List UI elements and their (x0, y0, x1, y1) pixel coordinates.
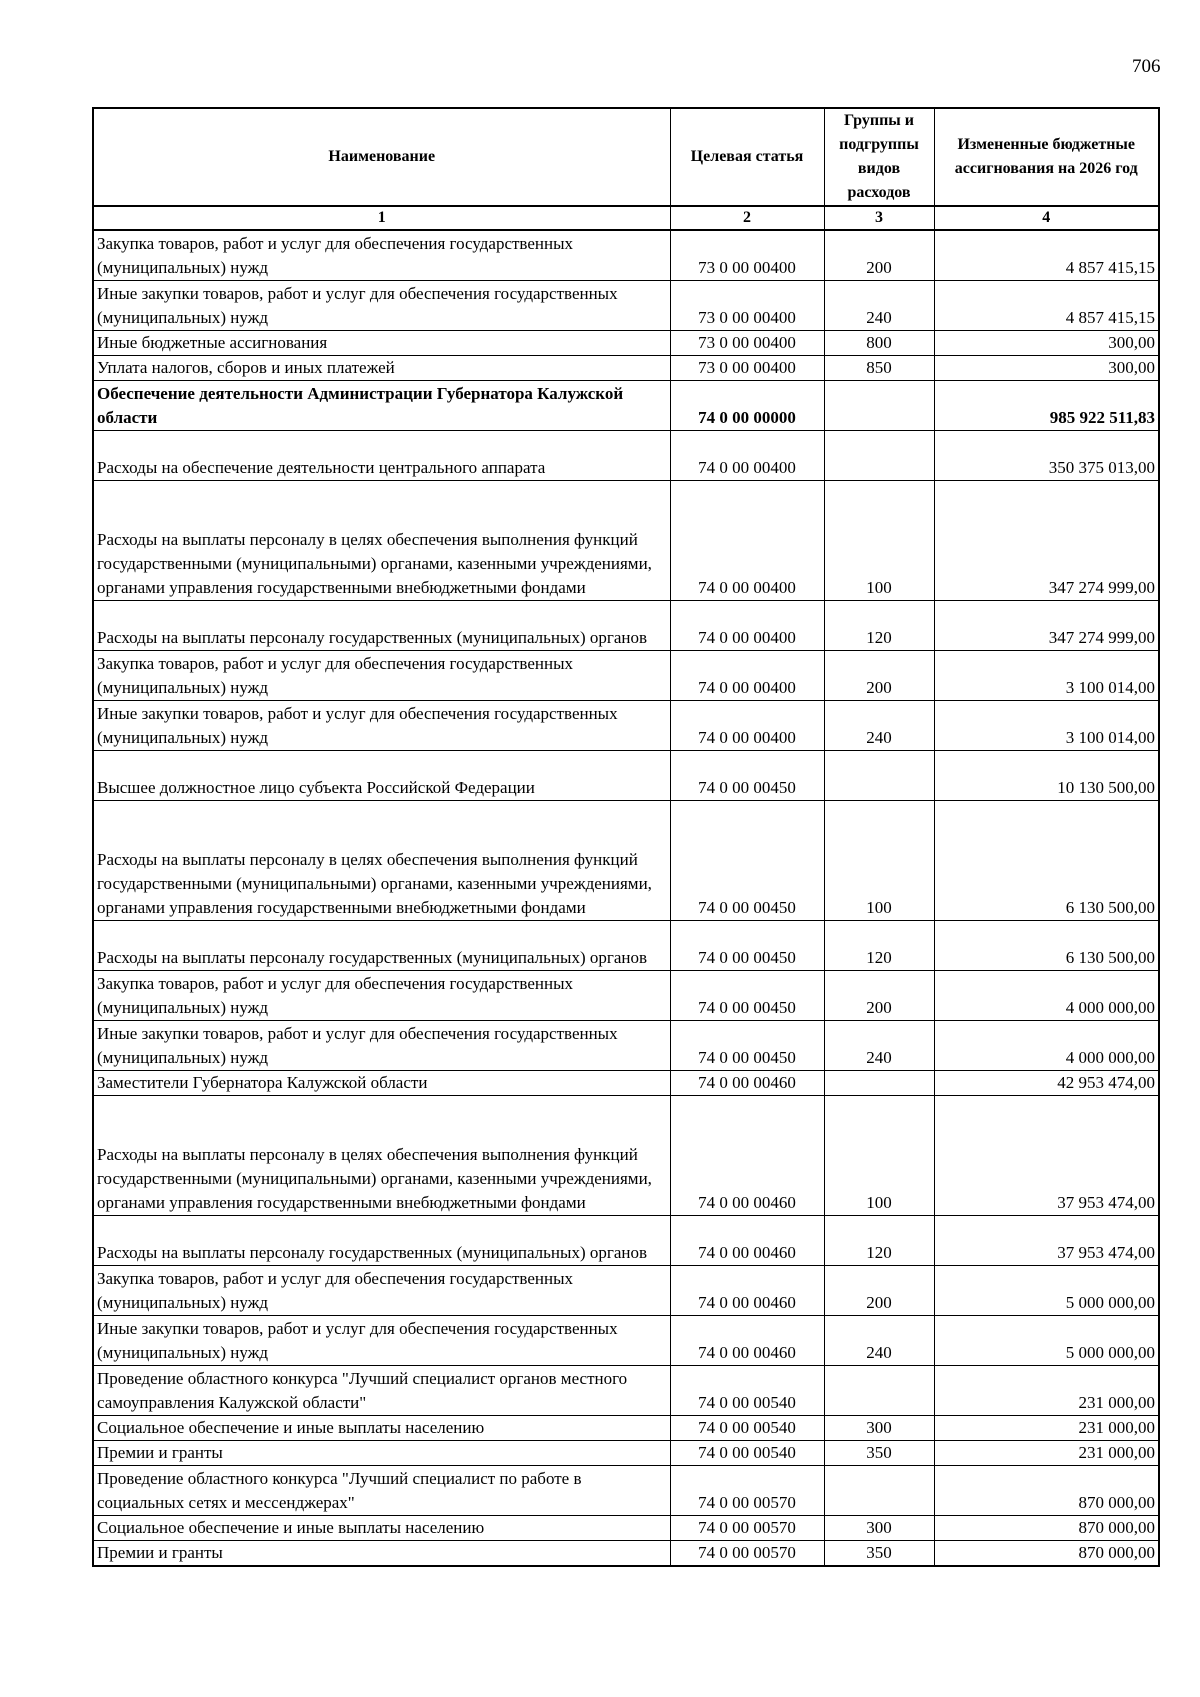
cell-sum: 6 130 500,00 (934, 800, 1159, 920)
cell-group: 350 (824, 1540, 934, 1566)
cell-group (824, 1465, 934, 1515)
cell-name: Закупка товаров, работ и услуг для обеспечения государственных (муниципальных) нужд (93, 1265, 670, 1315)
table-row (93, 600, 1159, 650)
cell-name: Иные закупки товаров, работ и услуг для обеспечения государственных (муниципальных) нужд (93, 280, 670, 330)
cell-group: 800 (824, 330, 934, 355)
cell-sum: 4 857 415,15 (934, 280, 1159, 330)
table-row (93, 330, 1159, 355)
header-group: Группы и подгруппы видов расходов (824, 108, 934, 206)
cell-group: 100 (824, 1095, 934, 1215)
cell-group: 100 (824, 480, 934, 600)
table-row (93, 1365, 1159, 1415)
cell-name: Обеспечение деятельности Администрации Губернатора Калужской области (93, 380, 670, 430)
table-row (93, 700, 1159, 750)
cell-name: Расходы на выплаты персоналу государственных (муниципальных) органов (93, 920, 670, 970)
cell-group: 200 (824, 1265, 934, 1315)
table-row (93, 800, 1159, 920)
cell-name: Расходы на выплаты персоналу в целях обеспечения выполнения функций государственными (муниципальными) органами, казенными учреждениями, органами управления государственными внебюджетными фондами (93, 1095, 670, 1215)
cell-sum: 985 922 511,83 (934, 380, 1159, 430)
cell-name: Иные закупки товаров, работ и услуг для обеспечения государственных (муниципальных) нужд (93, 700, 670, 750)
cell-name: Иные закупки товаров, работ и услуг для обеспечения государственных (муниципальных) нужд (93, 1020, 670, 1070)
cell-group: 200 (824, 230, 934, 280)
cell-code: 74 0 00 00540 (670, 1365, 824, 1415)
cell-sum: 4 857 415,15 (934, 230, 1159, 280)
cell-group: 240 (824, 280, 934, 330)
cell-code: 74 0 00 00400 (670, 480, 824, 600)
cell-code: 74 0 00 00400 (670, 700, 824, 750)
cell-group (824, 380, 934, 430)
cell-name: Иные закупки товаров, работ и услуг для обеспечения государственных (муниципальных) нужд (93, 1315, 670, 1365)
cell-group: 240 (824, 1315, 934, 1365)
table-row (93, 650, 1159, 700)
cell-code: 73 0 00 00400 (670, 355, 824, 380)
cell-group: 240 (824, 1020, 934, 1070)
cell-code: 74 0 00 00400 (670, 650, 824, 700)
cell-code: 74 0 00 00400 (670, 600, 824, 650)
cell-group (824, 750, 934, 800)
cell-code: 74 0 00 00460 (670, 1265, 824, 1315)
cell-name: Высшее должностное лицо субъекта Российской Федерации (93, 750, 670, 800)
table-row (93, 230, 1159, 280)
cell-code: 74 0 00 00570 (670, 1515, 824, 1540)
cell-group: 350 (824, 1440, 934, 1465)
cell-sum: 870 000,00 (934, 1515, 1159, 1540)
column-number: 1 (93, 206, 670, 230)
cell-name: Социальное обеспечение и иные выплаты населению (93, 1515, 670, 1540)
cell-group (824, 1365, 934, 1415)
cell-sum: 231 000,00 (934, 1440, 1159, 1465)
cell-name: Иные бюджетные ассигнования (93, 330, 670, 355)
cell-sum: 870 000,00 (934, 1540, 1159, 1566)
cell-name: Социальное обеспечение и иные выплаты населению (93, 1415, 670, 1440)
cell-group: 850 (824, 355, 934, 380)
table-row (93, 1265, 1159, 1315)
table-body (93, 230, 1159, 1566)
table-row (93, 1440, 1159, 1465)
page-number: 706 (1132, 56, 1161, 77)
cell-code: 74 0 00 00540 (670, 1415, 824, 1440)
cell-group: 200 (824, 650, 934, 700)
table-row (93, 355, 1159, 380)
cell-name: Закупка товаров, работ и услуг для обеспечения государственных (муниципальных) нужд (93, 650, 670, 700)
table-row (93, 380, 1159, 430)
cell-sum: 231 000,00 (934, 1365, 1159, 1415)
column-number: 2 (670, 206, 824, 230)
table-row (93, 1070, 1159, 1095)
cell-code: 73 0 00 00400 (670, 280, 824, 330)
table-row (93, 1315, 1159, 1365)
cell-name: Заместители Губернатора Калужской области (93, 1070, 670, 1095)
budget-table (92, 107, 1160, 1567)
cell-group (824, 430, 934, 480)
cell-name: Премии и гранты (93, 1540, 670, 1566)
cell-code: 74 0 00 00450 (670, 920, 824, 970)
cell-sum: 4 000 000,00 (934, 1020, 1159, 1070)
cell-name: Расходы на выплаты персоналу в целях обеспечения выполнения функций государственными (муниципальными) органами, казенными учреждениями, органами управления государственными внебюджетными фондами (93, 480, 670, 600)
cell-group: 120 (824, 920, 934, 970)
cell-sum: 42 953 474,00 (934, 1070, 1159, 1095)
cell-sum: 6 130 500,00 (934, 920, 1159, 970)
cell-code: 74 0 00 00460 (670, 1095, 824, 1215)
table-row (93, 920, 1159, 970)
cell-group: 100 (824, 800, 934, 920)
cell-name: Уплата налогов, сборов и иных платежей (93, 355, 670, 380)
column-number: 4 (934, 206, 1159, 230)
table-row (93, 430, 1159, 480)
cell-name: Расходы на выплаты персоналу в целях обеспечения выполнения функций государственными (муниципальными) органами, казенными учреждениями, органами управления государственными внебюджетными фондами (93, 800, 670, 920)
header-code: Целевая статья (670, 108, 824, 206)
cell-name: Премии и гранты (93, 1440, 670, 1465)
cell-group: 300 (824, 1515, 934, 1540)
header-sum: Измененные бюджетные ассигнования на 2026 год (934, 108, 1159, 206)
cell-code: 73 0 00 00400 (670, 330, 824, 355)
cell-code: 74 0 00 00570 (670, 1465, 824, 1515)
cell-group: 240 (824, 700, 934, 750)
cell-group: 300 (824, 1415, 934, 1440)
cell-sum: 5 000 000,00 (934, 1265, 1159, 1315)
cell-code: 74 0 00 00400 (670, 430, 824, 480)
cell-code: 74 0 00 00540 (670, 1440, 824, 1465)
cell-sum: 300,00 (934, 330, 1159, 355)
cell-code: 74 0 00 00450 (670, 750, 824, 800)
table-row (93, 1215, 1159, 1265)
cell-sum: 347 274 999,00 (934, 600, 1159, 650)
table-row (93, 970, 1159, 1020)
column-number: 3 (824, 206, 934, 230)
table-row (93, 280, 1159, 330)
cell-code: 74 0 00 00000 (670, 380, 824, 430)
cell-code: 74 0 00 00570 (670, 1540, 824, 1566)
cell-name: Расходы на выплаты персоналу государственных (муниципальных) органов (93, 1215, 670, 1265)
cell-group: 120 (824, 600, 934, 650)
table-row (93, 1465, 1159, 1515)
header-name: Наименование (93, 108, 670, 206)
cell-sum: 37 953 474,00 (934, 1095, 1159, 1215)
cell-group: 200 (824, 970, 934, 1020)
cell-code: 74 0 00 00450 (670, 1020, 824, 1070)
table-row (93, 1020, 1159, 1070)
cell-sum: 37 953 474,00 (934, 1215, 1159, 1265)
cell-sum: 3 100 014,00 (934, 650, 1159, 700)
cell-group (824, 1070, 934, 1095)
cell-name: Проведение областного конкурса "Лучший специалист по работе в социальных сетях и мессенджерах" (93, 1465, 670, 1515)
cell-sum: 347 274 999,00 (934, 480, 1159, 600)
cell-code: 74 0 00 00450 (670, 970, 824, 1020)
cell-code: 74 0 00 00460 (670, 1215, 824, 1265)
cell-sum: 5 000 000,00 (934, 1315, 1159, 1365)
cell-sum: 3 100 014,00 (934, 700, 1159, 750)
table-row (93, 1095, 1159, 1215)
cell-name: Закупка товаров, работ и услуг для обеспечения государственных (муниципальных) нужд (93, 970, 670, 1020)
cell-code: 74 0 00 00460 (670, 1315, 824, 1365)
table-row (93, 1540, 1159, 1566)
cell-code: 74 0 00 00460 (670, 1070, 824, 1095)
table-row (93, 1415, 1159, 1440)
cell-group: 120 (824, 1215, 934, 1265)
table-row (93, 750, 1159, 800)
cell-sum: 300,00 (934, 355, 1159, 380)
cell-name: Расходы на обеспечение деятельности центрального аппарата (93, 430, 670, 480)
table-row (93, 480, 1159, 600)
cell-sum: 10 130 500,00 (934, 750, 1159, 800)
cell-sum: 4 000 000,00 (934, 970, 1159, 1020)
cell-sum: 870 000,00 (934, 1465, 1159, 1515)
cell-sum: 231 000,00 (934, 1415, 1159, 1440)
cell-code: 74 0 00 00450 (670, 800, 824, 920)
cell-name: Проведение областного конкурса "Лучший специалист органов местного самоуправления Калужской области" (93, 1365, 670, 1415)
table-row (93, 1515, 1159, 1540)
cell-name: Закупка товаров, работ и услуг для обеспечения государственных (муниципальных) нужд (93, 230, 670, 280)
cell-sum: 350 375 013,00 (934, 430, 1159, 480)
cell-code: 73 0 00 00400 (670, 230, 824, 280)
cell-name: Расходы на выплаты персоналу государственных (муниципальных) органов (93, 600, 670, 650)
